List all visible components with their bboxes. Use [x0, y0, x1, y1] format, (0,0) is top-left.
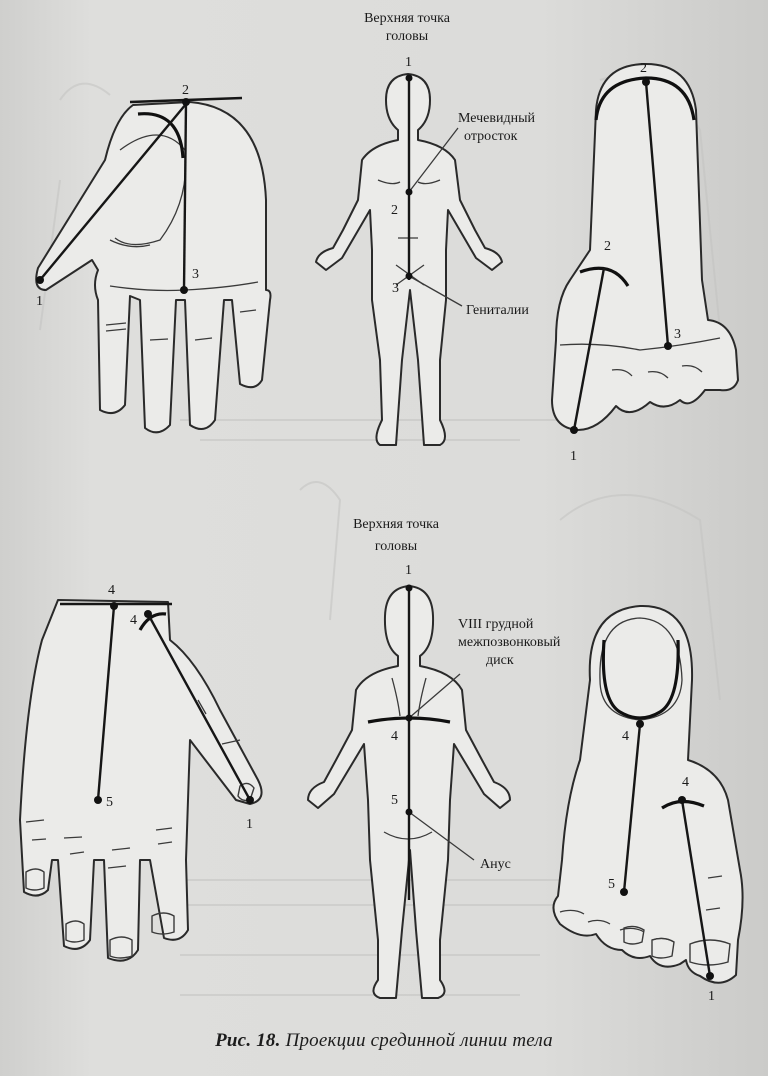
top-hand-label-1: 1	[36, 294, 43, 309]
bottom-hand-point-1	[246, 796, 254, 804]
top-body-point-1	[406, 75, 413, 82]
bottom-body-point-4	[406, 715, 413, 722]
top-body-label-3: 3	[392, 281, 399, 296]
top-body-front	[316, 11, 536, 445]
bottom-foot-top	[553, 606, 742, 1004]
bottom-body-label-4: 4	[391, 729, 398, 744]
top-hand-point-3	[180, 286, 188, 294]
top-body-point-2	[406, 189, 413, 196]
top-foot-point-2a	[642, 78, 650, 86]
bottom-body-label-1: 1	[405, 563, 412, 578]
disc-label-line3: диск	[486, 653, 514, 668]
bottom-body-point-1	[406, 585, 413, 592]
bottom-foot-point-5	[620, 888, 628, 896]
bottom-foot-point-4a	[636, 720, 644, 728]
anus-label: Анус	[480, 857, 511, 872]
top-hand-point-1	[36, 276, 44, 284]
bottom-hand-point-4a	[110, 602, 118, 610]
bottom-foot-point-4b	[678, 796, 686, 804]
figure-caption	[0, 1030, 768, 1052]
figure-title: Проекции срединной линии тела	[285, 1030, 553, 1051]
xiphoid-label-line1: Мечевидный	[458, 111, 535, 126]
bottom-hand-label-5: 5	[106, 795, 113, 810]
disc-label-line2: межпозвонковый	[458, 635, 561, 650]
top-hand-palm	[36, 83, 271, 432]
top-foot-label-3: 3	[674, 327, 681, 342]
bottom-body-point-5	[406, 809, 413, 816]
top-foot-point-1	[570, 426, 578, 434]
top-body-label-2: 2	[391, 203, 398, 218]
bottom-head-label-line2: головы	[374, 539, 418, 554]
bottom-foot-label-1: 1	[708, 989, 715, 1004]
top-foot-sole	[552, 61, 738, 464]
disc-label-line1: VIII грудной	[458, 617, 534, 632]
bottom-foot-label-5: 5	[608, 877, 615, 892]
top-foot-point-3	[664, 342, 672, 350]
bottom-foot-point-1	[706, 972, 714, 980]
bottom-hand-label-4b: 4	[130, 613, 137, 628]
top-head-label-line1: Верхняя точка	[364, 11, 450, 26]
bottom-hand-point-4b	[144, 610, 152, 618]
figure-number: Рис. 18.	[215, 1030, 281, 1051]
top-body-point-3	[406, 273, 413, 280]
xiphoid-label-line2: отросток	[464, 129, 518, 144]
bottom-body-label-5: 5	[391, 793, 398, 808]
top-hand-label-2: 2	[182, 83, 189, 98]
genitals-label: Гениталии	[466, 303, 529, 318]
top-body-label-1: 1	[405, 55, 412, 70]
bottom-hand-point-5	[94, 796, 102, 804]
bottom-hand-label-1: 1	[246, 817, 253, 832]
bottom-foot-outline	[553, 606, 742, 983]
bottom-body-back	[308, 517, 561, 998]
bottom-foot-label-4b: 4	[682, 775, 689, 790]
bottom-hand-outline	[20, 600, 262, 961]
top-hand-label-3: 3	[192, 267, 199, 282]
top-foot-label-2a: 2	[640, 61, 647, 76]
top-hand-outline	[36, 102, 270, 432]
top-hand-point-2	[182, 98, 190, 106]
bottom-head-label-line1: Верхняя точка	[353, 517, 439, 532]
bottom-hand-label-4a: 4	[108, 583, 115, 598]
top-foot-label-1: 1	[570, 449, 577, 464]
top-head-label-line2: головы	[385, 29, 429, 44]
bottom-foot-label-4a: 4	[622, 729, 629, 744]
top-foot-label-2b: 2	[604, 239, 611, 254]
top-foot-outline	[552, 64, 738, 430]
